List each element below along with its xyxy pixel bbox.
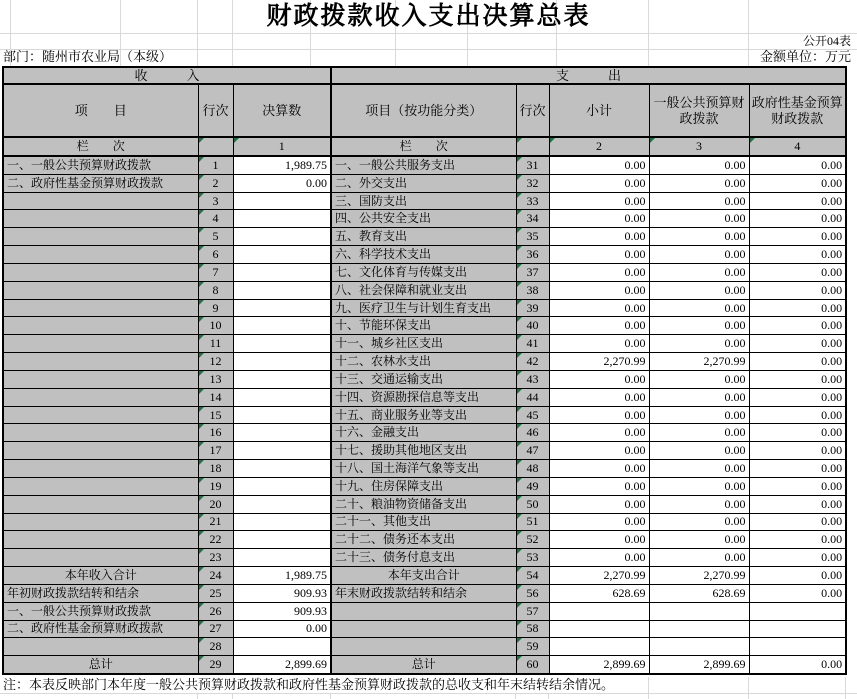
income-line-cell[interactable]: 3	[198, 192, 233, 210]
income-amount-cell[interactable]	[233, 210, 331, 228]
expense-line-cell[interactable]: 51	[516, 513, 549, 531]
gridline	[515, 693, 516, 699]
expense-subtotal-cell[interactable]: 0.00	[549, 460, 649, 478]
expense-general-cell[interactable]	[649, 620, 749, 638]
expense-fund-cell[interactable]	[749, 602, 846, 620]
income-column-number[interactable]: 1	[233, 137, 331, 156]
income-item-cell[interactable]: 二、政府性基金预算财政拨款	[3, 174, 198, 192]
expense-line-cell[interactable]: 56	[516, 584, 549, 602]
expense-subtotal-cell[interactable]: 0.00	[549, 156, 649, 174]
expense-subtotal-cell[interactable]: 0.00	[549, 495, 649, 513]
expense-item-cell[interactable]: 十四、资源勘探信息等支出	[331, 388, 516, 406]
income-amount-cell[interactable]	[233, 442, 331, 460]
income-line-cell[interactable]: 12	[198, 353, 233, 371]
expense-fund-cell[interactable]: 0.00	[749, 174, 846, 192]
expense-fund-cell[interactable]: 0.00	[749, 656, 846, 674]
expense-fund-cell[interactable]: 0.00	[749, 317, 846, 335]
income-line-cell[interactable]: 5	[198, 228, 233, 246]
income-lanci-label[interactable]: 栏 次	[3, 137, 198, 156]
table-row	[3, 424, 846, 442]
expense-fund-cell[interactable]: 0.00	[749, 549, 846, 567]
expense-line-header[interactable]: 行次	[516, 84, 549, 137]
table-row	[3, 210, 846, 228]
expense-line-cell[interactable]: 46	[516, 424, 549, 442]
income-section-banner[interactable]: 收 入	[3, 67, 331, 84]
table-row	[3, 246, 846, 264]
expense-subtotal-cell[interactable]: 0.00	[549, 299, 649, 317]
income-line-cell[interactable]: 20	[198, 495, 233, 513]
page-title: 财政拨款收入支出决算总表	[266, 3, 591, 30]
expense-item-cell[interactable]: 二十二、债务还本支出	[331, 531, 516, 549]
expense-general-cell[interactable]: 0.00	[649, 495, 749, 513]
income-item-cell[interactable]	[3, 388, 198, 406]
expense-item-cell[interactable]: 二、外交支出	[331, 174, 516, 192]
expense-general-cell[interactable]: 2,270.99	[649, 567, 749, 585]
expense-line-cell[interactable]: 32	[516, 174, 549, 192]
income-line-cell[interactable]: 25	[198, 584, 233, 602]
expense-line-cell[interactable]: 59	[516, 638, 549, 656]
expense-general-cell[interactable]: 0.00	[649, 424, 749, 442]
expense-line-cell[interactable]: 31	[516, 156, 549, 174]
table-row	[3, 263, 846, 281]
expense-item-cell[interactable]: 总计	[331, 656, 516, 674]
income-item-cell[interactable]	[3, 228, 198, 246]
income-amount-header[interactable]: 决算数	[233, 84, 331, 137]
expense-item-cell[interactable]: 十八、国土海洋气象等支出	[331, 460, 516, 478]
table-row	[3, 174, 846, 192]
expense-subtotal-cell[interactable]: 0.00	[549, 442, 649, 460]
expense-subtotal-cell[interactable]: 0.00	[549, 406, 649, 424]
expense-subtotal-header[interactable]: 小计	[549, 84, 649, 137]
income-line-cell[interactable]: 4	[198, 210, 233, 228]
expense-fund-cell[interactable]: 0.00	[749, 210, 846, 228]
expense-general-cell[interactable]: 0.00	[649, 228, 749, 246]
income-amount-cell[interactable]	[233, 263, 331, 281]
expense-general-cell[interactable]	[649, 602, 749, 620]
table-row	[3, 460, 846, 478]
income-amount-cell[interactable]: 0.00	[233, 620, 331, 638]
expense-item-cell[interactable]	[331, 638, 516, 656]
income-line-cell[interactable]: 8	[198, 281, 233, 299]
income-amount-cell[interactable]	[233, 299, 331, 317]
expense-lanci-label[interactable]: 栏 次	[331, 137, 516, 156]
income-amount-cell[interactable]	[233, 531, 331, 549]
expense-item-cell[interactable]: 八、社会保障和就业支出	[331, 281, 516, 299]
expense-fund-cell[interactable]: 0.00	[749, 567, 846, 585]
income-amount-cell[interactable]	[233, 477, 331, 495]
expense-subtotal-cell[interactable]: 0.00	[549, 281, 649, 299]
expense-subtotal-cell[interactable]: 0.00	[549, 246, 649, 264]
income-line-header[interactable]: 行次	[198, 84, 233, 137]
income-amount-cell[interactable]	[233, 513, 331, 531]
income-item-cell[interactable]	[3, 460, 198, 478]
income-line-cell[interactable]: 6	[198, 246, 233, 264]
income-amount-cell[interactable]	[233, 317, 331, 335]
table-row	[3, 299, 846, 317]
income-amount-cell[interactable]	[233, 406, 331, 424]
expense-gov-fund-header[interactable]: 政府性基金预算财政拨款	[749, 84, 846, 137]
expense-general-cell[interactable]: 0.00	[649, 281, 749, 299]
income-item-cell[interactable]	[3, 317, 198, 335]
expense-fund-cell[interactable]: 0.00	[749, 156, 846, 174]
expense-general-cell[interactable]: 0.00	[649, 299, 749, 317]
table-row	[3, 370, 846, 388]
table-row	[3, 317, 846, 335]
expense-line-cell[interactable]: 35	[516, 228, 549, 246]
income-line-cell[interactable]: 28	[198, 638, 233, 656]
expense-general-cell[interactable]: 2,270.99	[649, 353, 749, 371]
expense-item-cell[interactable]: 十九、住房保障支出	[331, 477, 516, 495]
expense-subtotal-cell[interactable]: 0.00	[549, 388, 649, 406]
expense-fund-cell[interactable]: 0.00	[749, 335, 846, 353]
table-row	[3, 353, 846, 371]
department-label: 部门：随州市农业局（本级）	[3, 49, 173, 64]
expense-lanci-line-cell[interactable]	[516, 137, 549, 156]
expense-general-budget-header[interactable]: 一般公共预算财政拨款	[649, 84, 749, 137]
expense-general-cell[interactable]: 0.00	[649, 460, 749, 478]
table-row	[3, 477, 846, 495]
table-row	[3, 549, 846, 567]
expense-section-banner[interactable]: 支 出	[331, 67, 846, 84]
expense-line-cell[interactable]: 40	[516, 317, 549, 335]
final-accounts-table	[2, 66, 847, 675]
expense-item-cell[interactable]: 一、一般公共服务支出	[331, 156, 516, 174]
expense-subtotal-cell[interactable]: 0.00	[549, 477, 649, 495]
expense-item-cell[interactable]: 九、医疗卫生与计划生育支出	[331, 299, 516, 317]
income-line-cell[interactable]: 13	[198, 370, 233, 388]
gridline	[548, 693, 549, 699]
income-line-cell[interactable]: 2	[198, 174, 233, 192]
income-line-cell[interactable]: 14	[198, 388, 233, 406]
income-amount-cell[interactable]	[233, 388, 331, 406]
income-item-cell[interactable]	[3, 477, 198, 495]
expense-line-cell[interactable]: 60	[516, 656, 549, 674]
expense-item-cell[interactable]: 六、科学技术支出	[331, 246, 516, 264]
expense-fund-cell[interactable]: 0.00	[749, 246, 846, 264]
expense-item-cell[interactable]: 二十、粮油物资储备支出	[331, 495, 516, 513]
expense-line-cell[interactable]: 50	[516, 495, 549, 513]
gridline	[232, 693, 233, 699]
expense-general-cell[interactable]: 628.69	[649, 584, 749, 602]
income-amount-cell[interactable]: 2,899.69	[233, 656, 331, 674]
expense-fund-cell[interactable]: 0.00	[749, 353, 846, 371]
expense-item-cell[interactable]	[331, 620, 516, 638]
expense-line-cell[interactable]: 45	[516, 406, 549, 424]
expense-line-cell[interactable]: 54	[516, 567, 549, 585]
gridline	[748, 677, 749, 699]
table-row	[3, 406, 846, 424]
expense-fund-cell[interactable]: 0.00	[749, 406, 846, 424]
expense-general-cell[interactable]: 0.00	[649, 317, 749, 335]
expense-general-cell[interactable]: 0.00	[649, 513, 749, 531]
income-item-cell[interactable]: 本年收入合计	[3, 567, 198, 585]
expense-column-number-4[interactable]: 4	[749, 137, 846, 156]
expense-general-cell[interactable]: 0.00	[649, 388, 749, 406]
income-lanci-line-cell[interactable]	[198, 137, 233, 156]
expense-item-cell[interactable]: 十三、交通运输支出	[331, 370, 516, 388]
expense-line-cell[interactable]: 43	[516, 370, 549, 388]
expense-line-cell[interactable]: 33	[516, 192, 549, 210]
expense-item-cell[interactable]	[331, 602, 516, 620]
unit-label: 金额单位：万元	[759, 49, 851, 64]
table-row	[3, 567, 846, 585]
expense-general-cell[interactable]: 0.00	[649, 174, 749, 192]
income-line-cell[interactable]: 21	[198, 513, 233, 531]
expense-fund-cell[interactable]: 0.00	[749, 584, 846, 602]
expense-line-cell[interactable]: 41	[516, 335, 549, 353]
expense-item-cell[interactable]: 二十三、债务付息支出	[331, 549, 516, 567]
table-row	[3, 156, 846, 174]
income-amount-cell[interactable]: 0.00	[233, 174, 331, 192]
expense-general-cell[interactable]: 0.00	[649, 477, 749, 495]
expense-line-cell[interactable]: 44	[516, 388, 549, 406]
income-item-cell[interactable]	[3, 370, 198, 388]
income-amount-cell[interactable]	[233, 281, 331, 299]
expense-subtotal-cell[interactable]: 0.00	[549, 531, 649, 549]
expense-fund-cell[interactable]: 0.00	[749, 299, 846, 317]
table-row	[3, 388, 846, 406]
income-line-cell[interactable]: 27	[198, 620, 233, 638]
income-line-cell[interactable]: 16	[198, 424, 233, 442]
expense-fund-cell[interactable]: 0.00	[749, 460, 846, 478]
income-item-cell[interactable]	[3, 281, 198, 299]
expense-subtotal-cell[interactable]: 628.69	[549, 584, 649, 602]
expense-line-cell[interactable]: 53	[516, 549, 549, 567]
expense-item-cell[interactable]: 本年支出合计	[331, 567, 516, 585]
table-row	[3, 602, 846, 620]
table-body	[3, 156, 846, 674]
expense-subtotal-cell[interactable]: 2,270.99	[549, 567, 649, 585]
gridline	[0, 693, 857, 694]
expense-fund-cell[interactable]: 0.00	[749, 513, 846, 531]
expense-item-cell[interactable]: 十五、商业服务业等支出	[331, 406, 516, 424]
expense-column-number-3[interactable]: 3	[649, 137, 749, 156]
income-line-cell[interactable]: 10	[198, 317, 233, 335]
expense-subtotal-cell[interactable]: 0.00	[549, 228, 649, 246]
expense-line-cell[interactable]: 36	[516, 246, 549, 264]
income-item-cell[interactable]	[3, 549, 198, 567]
income-line-cell[interactable]: 7	[198, 263, 233, 281]
expense-general-cell[interactable]: 0.00	[649, 263, 749, 281]
income-item-cell[interactable]	[3, 513, 198, 531]
income-amount-cell[interactable]	[233, 370, 331, 388]
expense-fund-cell[interactable]: 0.00	[749, 228, 846, 246]
expense-fund-cell[interactable]: 0.00	[749, 424, 846, 442]
expense-general-cell[interactable]: 0.00	[649, 549, 749, 567]
gridline	[648, 677, 649, 699]
expense-fund-cell[interactable]	[749, 638, 846, 656]
expense-subtotal-cell[interactable]: 0.00	[549, 370, 649, 388]
expense-general-cell[interactable]: 0.00	[649, 192, 749, 210]
income-item-cell[interactable]	[3, 495, 198, 513]
income-line-cell[interactable]: 18	[198, 460, 233, 478]
table-code-label: 公开04表	[802, 34, 851, 48]
expense-subtotal-cell[interactable]	[549, 602, 649, 620]
expense-line-cell[interactable]: 52	[516, 531, 549, 549]
expense-subtotal-cell[interactable]: 0.00	[549, 174, 649, 192]
income-amount-cell[interactable]	[233, 335, 331, 353]
income-line-cell[interactable]: 22	[198, 531, 233, 549]
income-item-cell[interactable]	[3, 406, 198, 424]
expense-general-cell[interactable]: 0.00	[649, 156, 749, 174]
expense-subtotal-cell[interactable]: 2,270.99	[549, 353, 649, 371]
expense-general-cell[interactable]: 0.00	[649, 442, 749, 460]
column-number-row	[3, 137, 846, 156]
income-item-cell[interactable]	[3, 192, 198, 210]
expense-column-number-2[interactable]: 2	[549, 137, 649, 156]
expense-subtotal-cell[interactable]: 0.00	[549, 335, 649, 353]
expense-subtotal-cell[interactable]: 0.00	[549, 549, 649, 567]
expense-item-cell[interactable]: 年末财政拨款结转和结余	[331, 584, 516, 602]
income-item-cell[interactable]: 总计	[3, 656, 198, 674]
income-amount-cell[interactable]	[233, 460, 331, 478]
expense-line-cell[interactable]: 34	[516, 210, 549, 228]
expense-general-cell[interactable]: 0.00	[649, 210, 749, 228]
expense-item-cell[interactable]: 十、节能环保支出	[331, 317, 516, 335]
gridline	[0, 33, 857, 34]
income-line-cell[interactable]: 23	[198, 549, 233, 567]
income-amount-cell[interactable]	[233, 549, 331, 567]
section-banner-row	[3, 67, 846, 84]
expense-general-cell[interactable]: 0.00	[649, 370, 749, 388]
expense-subtotal-cell[interactable]	[549, 620, 649, 638]
expense-general-cell[interactable]: 2,899.69	[649, 656, 749, 674]
gridline	[197, 693, 198, 699]
expense-subtotal-cell[interactable]: 2,899.69	[549, 656, 649, 674]
table-row	[3, 495, 846, 513]
income-line-cell[interactable]: 29	[198, 656, 233, 674]
income-amount-cell[interactable]: 909.93	[233, 584, 331, 602]
expense-line-cell[interactable]: 42	[516, 353, 549, 371]
income-line-cell[interactable]: 15	[198, 406, 233, 424]
expense-item-cell[interactable]: 七、文化体育与传媒支出	[331, 263, 516, 281]
expense-fund-cell[interactable]	[749, 620, 846, 638]
income-line-cell[interactable]: 9	[198, 299, 233, 317]
income-amount-cell[interactable]: 909.93	[233, 602, 331, 620]
expense-general-cell[interactable]	[649, 638, 749, 656]
expense-subtotal-cell[interactable]: 0.00	[549, 424, 649, 442]
expense-line-cell[interactable]: 39	[516, 299, 549, 317]
expense-line-cell[interactable]: 58	[516, 620, 549, 638]
expense-item-cell[interactable]: 五、教育支出	[331, 228, 516, 246]
expense-fund-cell[interactable]: 0.00	[749, 192, 846, 210]
income-item-cell[interactable]: 一、一般公共预算财政拨款	[3, 156, 198, 174]
expense-item-cell[interactable]: 二十一、其他支出	[331, 513, 516, 531]
gridline	[330, 693, 331, 699]
expense-line-cell[interactable]: 49	[516, 477, 549, 495]
table-row	[3, 584, 846, 602]
expense-fund-cell[interactable]: 0.00	[749, 531, 846, 549]
table-row	[3, 442, 846, 460]
gridline	[845, 677, 846, 699]
expense-line-cell[interactable]: 57	[516, 602, 549, 620]
income-line-cell[interactable]: 11	[198, 335, 233, 353]
income-item-cell[interactable]	[3, 424, 198, 442]
income-line-cell[interactable]: 26	[198, 602, 233, 620]
income-item-cell[interactable]	[3, 353, 198, 371]
table-row	[3, 638, 846, 656]
expense-subtotal-cell[interactable]: 0.00	[549, 263, 649, 281]
income-item-cell[interactable]	[3, 638, 198, 656]
expense-fund-cell[interactable]: 0.00	[749, 477, 846, 495]
income-amount-cell[interactable]	[233, 246, 331, 264]
income-item-cell[interactable]	[3, 263, 198, 281]
table-row	[3, 531, 846, 549]
table-row	[3, 335, 846, 353]
income-item-header[interactable]: 项 目	[3, 84, 198, 137]
expense-subtotal-cell[interactable]: 0.00	[549, 192, 649, 210]
expense-fund-cell[interactable]: 0.00	[749, 263, 846, 281]
expense-subtotal-cell[interactable]: 0.00	[549, 317, 649, 335]
expense-general-cell[interactable]: 0.00	[649, 335, 749, 353]
income-amount-cell[interactable]	[233, 495, 331, 513]
income-amount-cell[interactable]	[233, 228, 331, 246]
table-row	[3, 513, 846, 531]
table-row	[3, 281, 846, 299]
income-item-cell[interactable]	[3, 442, 198, 460]
expense-general-cell[interactable]: 0.00	[649, 246, 749, 264]
table-row	[3, 192, 846, 210]
income-item-cell[interactable]	[3, 531, 198, 549]
income-item-cell[interactable]: 二、政府性基金预算财政拨款	[3, 620, 198, 638]
expense-item-header[interactable]: 项目（按功能分类）	[331, 84, 516, 137]
expense-line-cell[interactable]: 47	[516, 442, 549, 460]
expense-fund-cell[interactable]: 0.00	[749, 442, 846, 460]
income-item-cell[interactable]	[3, 210, 198, 228]
expense-line-cell[interactable]: 37	[516, 263, 549, 281]
expense-fund-cell[interactable]: 0.00	[749, 495, 846, 513]
income-item-cell[interactable]	[3, 246, 198, 264]
income-line-cell[interactable]: 19	[198, 477, 233, 495]
income-line-cell[interactable]: 24	[198, 567, 233, 585]
expense-subtotal-cell[interactable]: 0.00	[549, 513, 649, 531]
income-item-cell[interactable]: 年初财政拨款结转和结余	[3, 584, 198, 602]
income-item-cell[interactable]	[3, 335, 198, 353]
expense-subtotal-cell[interactable]: 0.00	[549, 210, 649, 228]
income-amount-cell[interactable]	[233, 192, 331, 210]
expense-line-cell[interactable]: 38	[516, 281, 549, 299]
income-line-cell[interactable]: 1	[198, 156, 233, 174]
table-row	[3, 656, 846, 674]
expense-item-cell[interactable]: 四、公共安全支出	[331, 210, 516, 228]
income-amount-cell[interactable]: 1,989.75	[233, 567, 331, 585]
expense-fund-cell[interactable]: 0.00	[749, 370, 846, 388]
income-item-cell[interactable]	[3, 299, 198, 317]
income-amount-cell[interactable]	[233, 638, 331, 656]
table-row	[3, 228, 846, 246]
expense-general-cell[interactable]: 0.00	[649, 406, 749, 424]
income-item-cell[interactable]: 一、一般公共预算财政拨款	[3, 602, 198, 620]
column-header-row	[3, 84, 846, 137]
expense-line-cell[interactable]: 48	[516, 460, 549, 478]
expense-fund-cell[interactable]: 0.00	[749, 281, 846, 299]
expense-general-cell[interactable]: 0.00	[649, 531, 749, 549]
income-amount-cell[interactable]: 1,989.75	[233, 156, 331, 174]
footnote: 注：本表反映部门本年度一般公共预算财政拨款和政府性基金预算财政拨款的总收支和年末结转结余情况。	[3, 677, 615, 692]
income-amount-cell[interactable]	[233, 424, 331, 442]
expense-item-cell[interactable]: 十七、援助其他地区支出	[331, 442, 516, 460]
income-amount-cell[interactable]	[233, 353, 331, 371]
expense-fund-cell[interactable]: 0.00	[749, 388, 846, 406]
expense-item-cell[interactable]: 十二、农林水支出	[331, 353, 516, 371]
expense-item-cell[interactable]: 三、国防支出	[331, 192, 516, 210]
table-row	[3, 620, 846, 638]
expense-item-cell[interactable]: 十一、城乡社区支出	[331, 335, 516, 353]
expense-subtotal-cell[interactable]	[549, 638, 649, 656]
income-line-cell[interactable]: 17	[198, 442, 233, 460]
expense-item-cell[interactable]: 十六、金融支出	[331, 424, 516, 442]
